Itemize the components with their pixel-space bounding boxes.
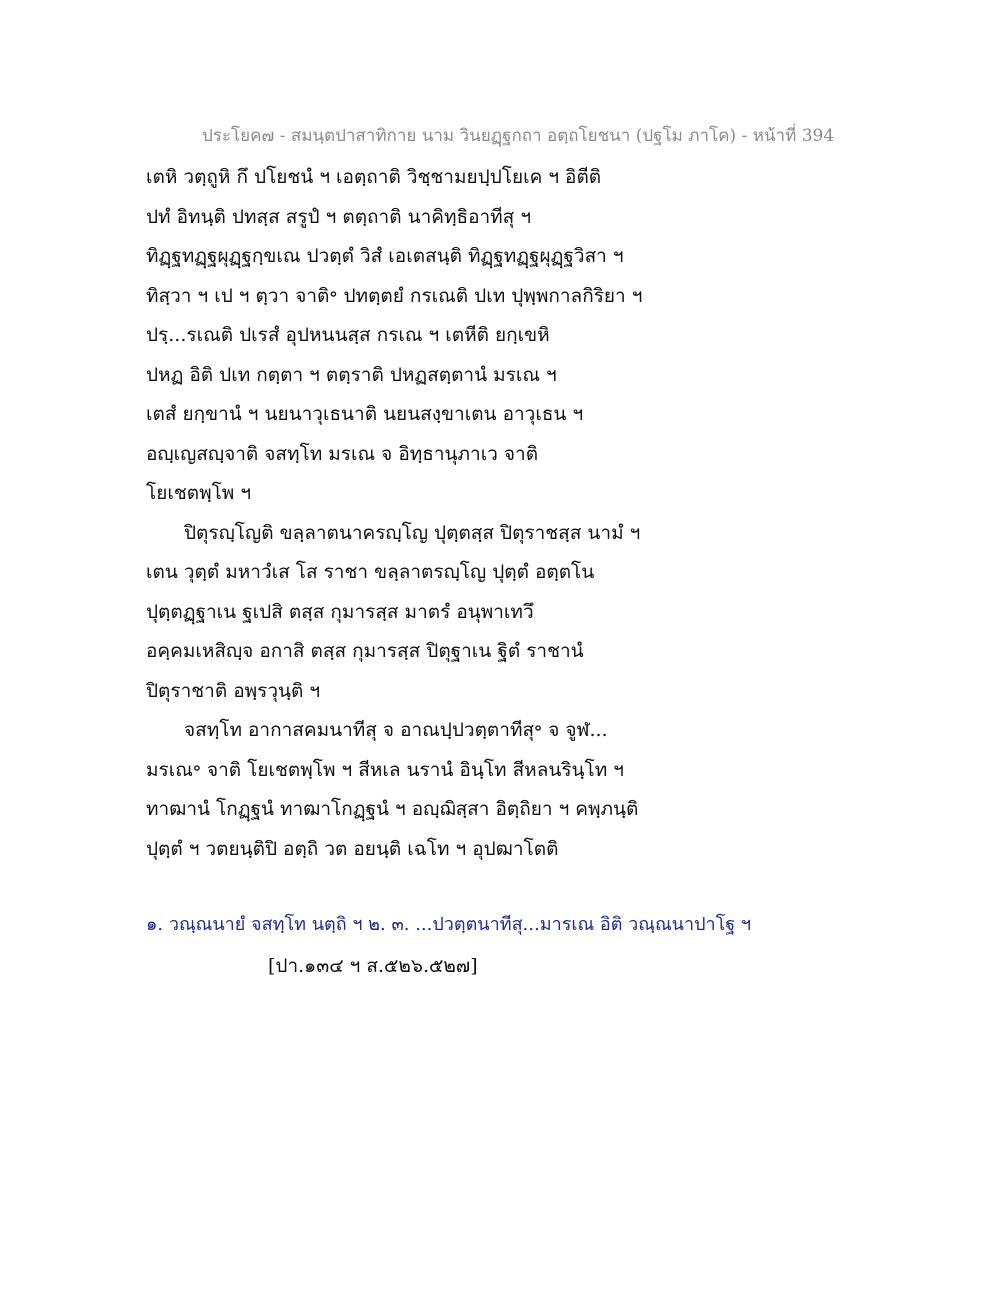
body-line: ปุตฺตฏฺฐาเน ฐเปสิ ตสฺส กุมารสฺส มาตรํ อนุพาเทวึ (146, 600, 534, 623)
body-line: ปุตฺตํ ฯ วตยนฺติปิ อตฺถิ วต อยนฺติ เฉโท ฯ อุปฒาโตติ (146, 837, 559, 860)
body-line: มรเณ॰ จาติ โยเชตพฺโพ ฯ สีหเล นรานํ อินฺโท สีหลนรินฺโท ฯ (146, 758, 624, 781)
body-line: ปหฏ อิติ ปเท กตฺตา ฯ ตตฺราติ ปหฏสตฺตานํ มรเณ ฯ (146, 363, 557, 386)
body-line: ทาฒานํ โกฏฺฐนํ ทาฒาโกฏฺฐนํ ฯ อญฺฌิสฺสา อิตฺถิยา ฯ คพฺภนฺติ (146, 798, 639, 820)
body-line: เตสํ ยกฺขานํ ฯ นยนาวุเธนาติ นยนสงฺขาเตน อาวุเธน ฯ (146, 403, 584, 425)
body-line: โยเชตพฺโพ ฯ (146, 482, 252, 504)
body-line: ทิฏฺฐทฏฺฐผุฏฺฐกฺขเณ ปวตฺตํ วิสํ เอเตสนฺติ ทิฏฺฐทฏฺฐผุฏฺฐวิสา ฯ (146, 245, 624, 267)
body-line: ทิสฺวา ฯ เป ฯ ตฺวา จาติ॰ ปทตฺตยํ กรเณติ ปเท ปุพฺพกาลกิริยา ฯ (146, 284, 643, 307)
body-line: อญฺเญสญฺจาติ จสทฺโท มรเณ จ อิทฺธานุภาเว จาติ (146, 442, 539, 465)
running-header: ประโยค๗ - สมนฺตปาสาทิกาย นาม วินยฏฺฐกถา อตฺถโยชนา (ปฐโม ภาโค) - หน้าที่ 394 (202, 126, 835, 146)
body-line: ปรฺ...รเณติ ปเรสํ อุปหนนสฺส กรเณ ฯ เตหีติ ยกฺเขหิ (146, 324, 550, 346)
body-text (146, 158, 906, 869)
body-line: อคฺคมเหสิญฺจ อกาสิ ตสฺส กุมารสฺส ปิตุฐาเน ฐิตํ ราชานํ (146, 640, 584, 662)
body-line: จสทฺโท อากาสคมนาทีสุ จ อาณปฺปวตฺตาทีสุ॰ จ จูฬ... (184, 719, 608, 741)
body-line: ปทํ อิทนฺติ ปทสฺส สรูปํ ฯ ตตฺถาติ นาคิทฺธิอาทีสุ ฯ (146, 205, 531, 228)
body-line: เตหิ วตฺถูหิ กึ ปโยชนํ ฯ เอตฺถาติ วิชฺชามยปฺปโยเค ฯ อิตีติ (146, 166, 602, 188)
body-line: ปิตุราชาติ อพฺรวุนฺติ ฯ (146, 679, 321, 702)
page-reference: [ปา.๑๓๔ ฯ ส.๕๒๖.๕๒๗] (268, 955, 478, 977)
body-line: ปิตุรญฺโญติ ขลฺลาตนาครญฺโญ ปุตฺตสฺส ปิตุราชสฺส นามํ ฯ (184, 521, 641, 544)
footnote: ๑. วณฺณนายํ จสทฺโท นตฺถิ ฯ ๒. ๓. ...ปวตฺตนาทีสุ...มารเณ อิติ วณฺณนาปาโฐ ฯ (146, 914, 752, 935)
body-line: เตน วุตฺตํ มหาวํเส โส ราชา ขลฺลาตรญฺโญ ปุตฺตํ อตฺตโน (146, 561, 595, 583)
